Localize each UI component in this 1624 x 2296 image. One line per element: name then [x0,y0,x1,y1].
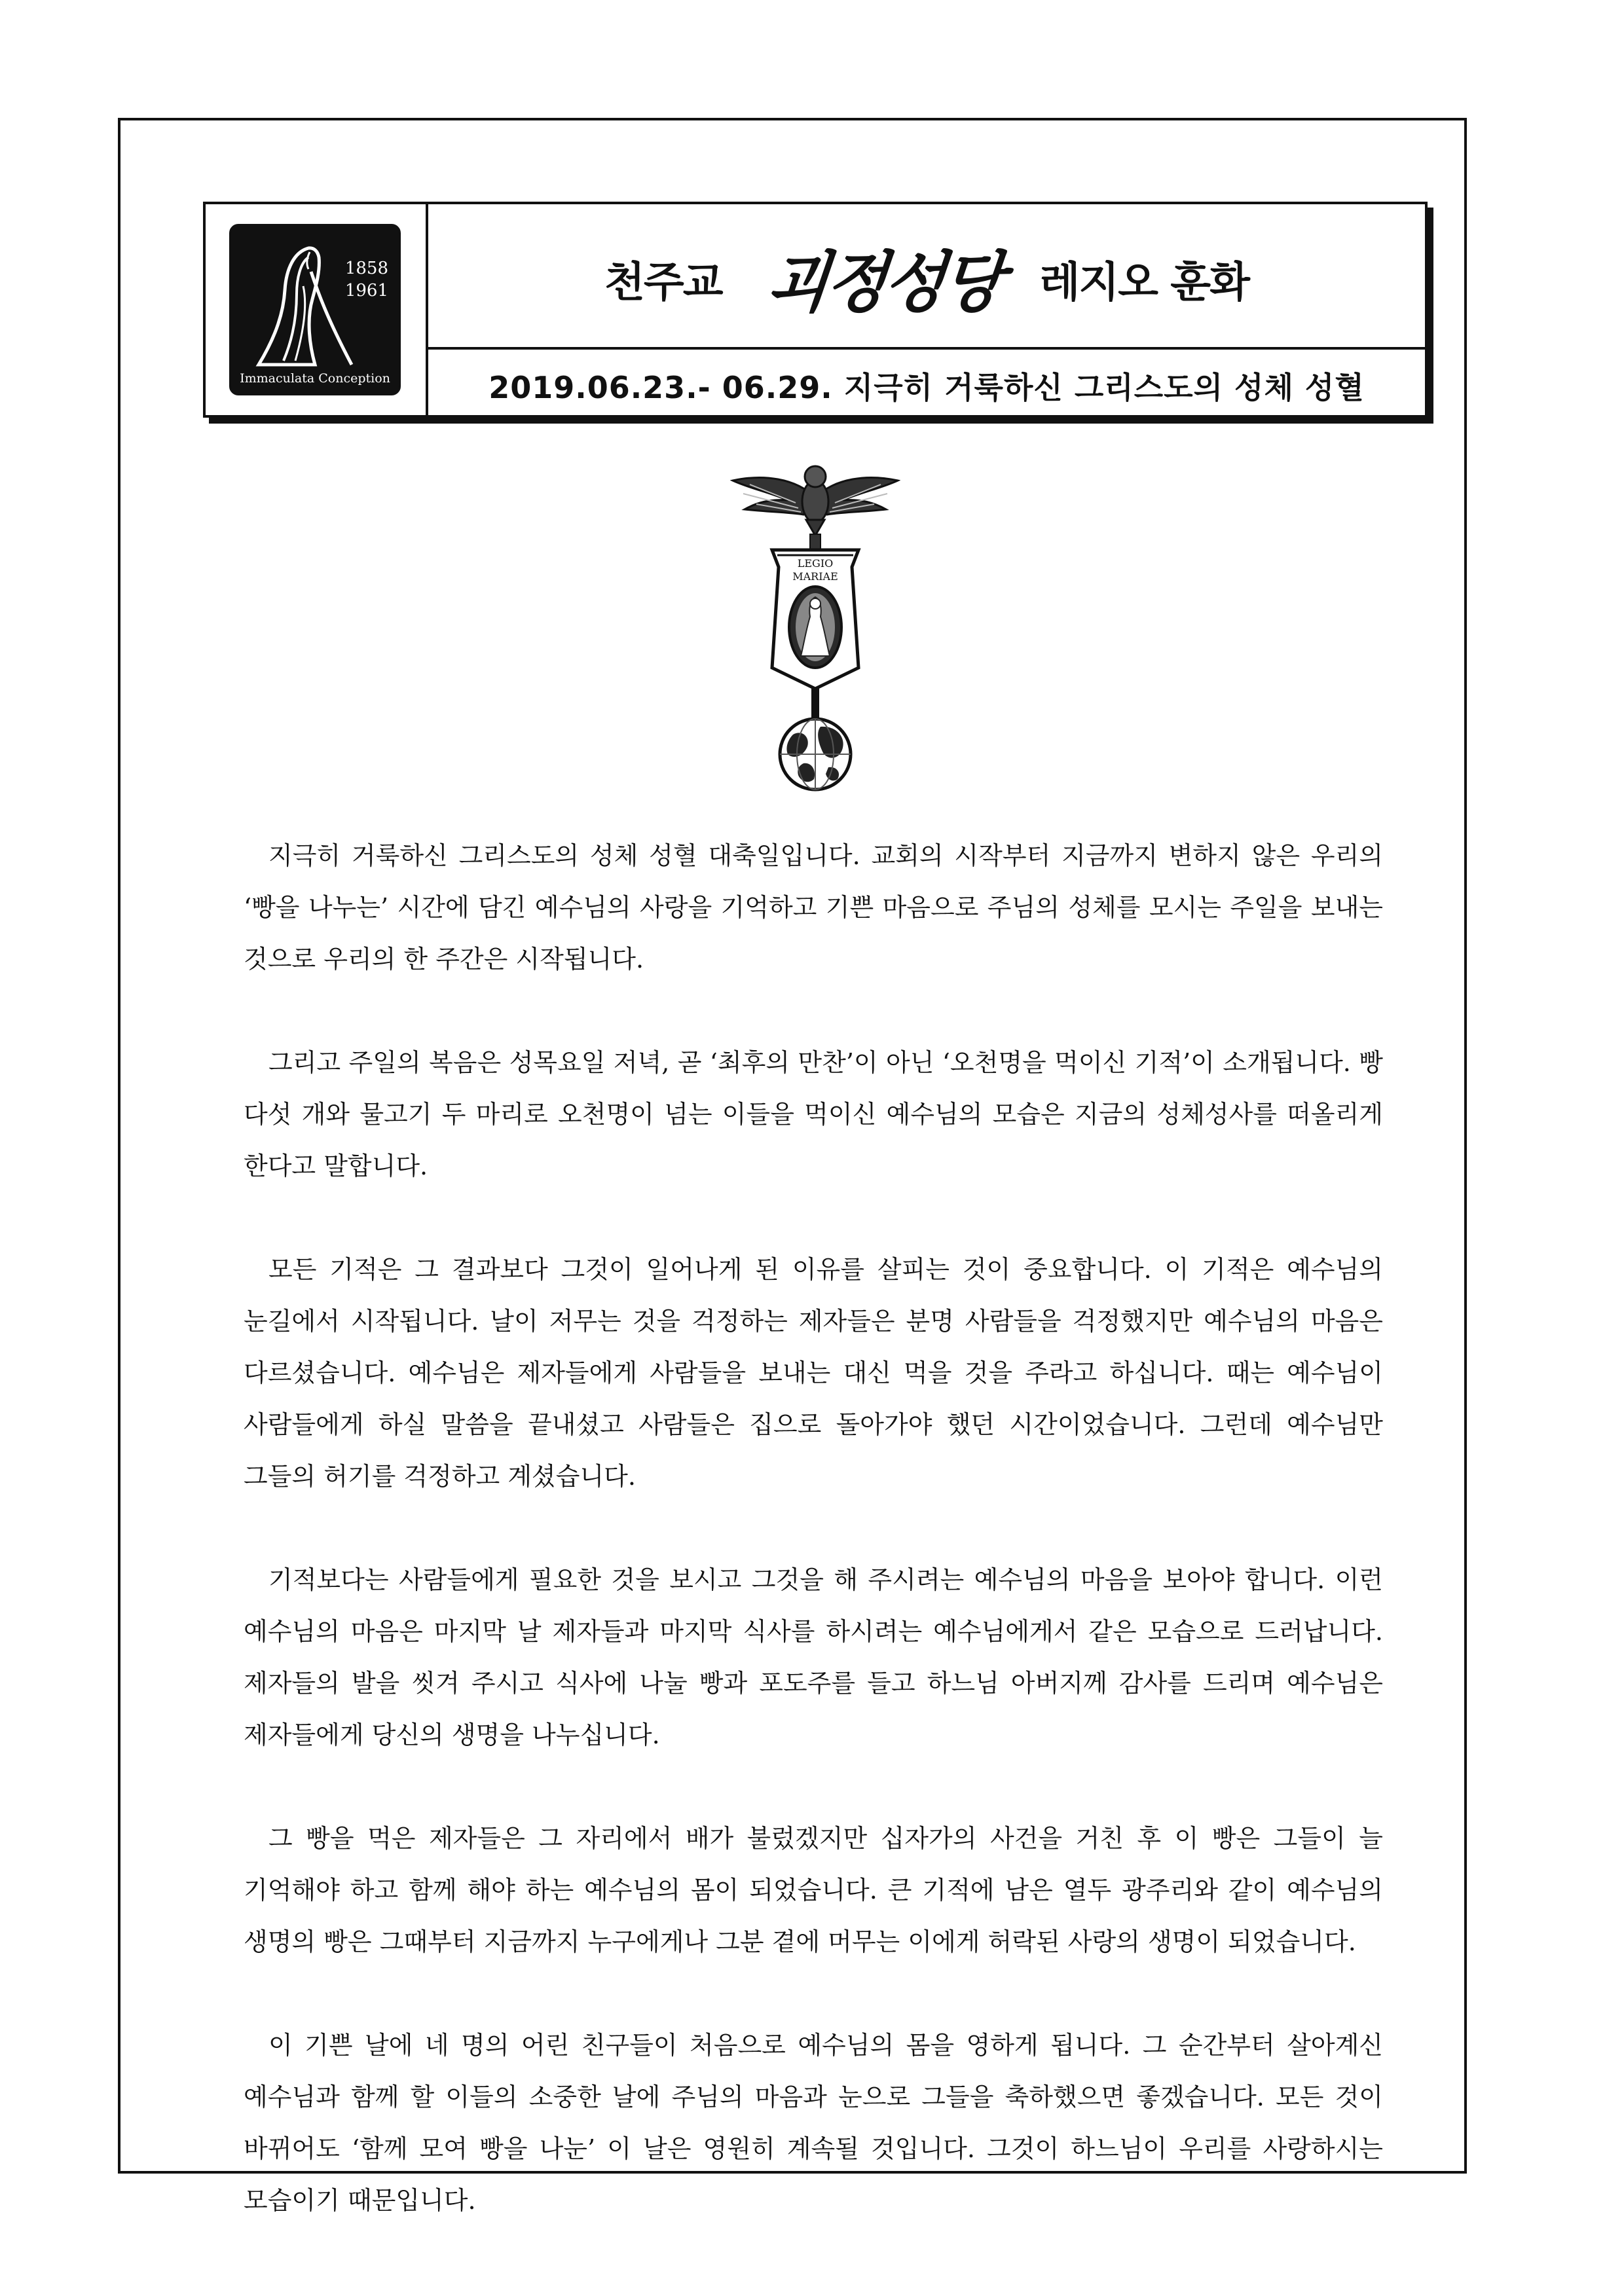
logo-year-start: 1858 [344,259,388,278]
homily-body [244,830,1383,2278]
legio-mariae-vexillum-icon [730,452,900,792]
title-row [428,204,1425,350]
paragraph-5: 그 빵을 먹은 제자들은 그 자리에서 배가 불렀겠지만 십자가의 사건을 거친 후 이 빵은 그들이 늘 기억해야 하고 함께 해야 하는 예수님의 몸이 되었습니다. 큰 기적에 남은 열두 광주리와 같이 예수님의 생명의 빵은 그때부터 지금까지 누구에게나 그분 곁에 머무는 이에게 허락된 사랑의 생명이 되었습니다. [244,1824,1383,1956]
emblem-scroll-text-2: MARIAE [792,570,838,583]
page-subtitle: 2019.06.23.- 06.29. 지극히 거룩하신 그리스도의 성체 성혈 [489,370,1365,405]
logo-year-end: 1961 [344,281,388,301]
parish-logo [229,224,401,395]
logo-cell [206,204,428,415]
church-name: 괴정성당 [764,244,1005,321]
emblem-scroll-text-1: LEGIO [797,557,834,570]
legio-mariae-emblem [730,452,900,792]
logo-caption: Immaculata Conception [240,371,390,386]
paragraph-3: 모든 기적은 그 결과보다 그것이 일어나게 된 이유를 살피는 것이 중요합니다. 이 기적은 예수님의 눈길에서 시작됩니다. 날이 저무는 것을 걱정하는 제자들은 분명 사람들을 걱정했지만 예수님의 마음은 다르셨습니다. 예수님은 제자들에게 사람들을 보내는 대신 먹을 것을 주라고 하십니다. 때는 예수님이 사람들에게 하실 말씀을 끝내셨고 사람들은 집으로 돌아가야 했던 시간이었습니다. 그런데 예수님만 그들의 허기를 걱정하고 계셨습니다. [244,1255,1383,1491]
paragraph-2: 그리고 주일의 복음은 성목요일 저녁, 곧 ‘최후의 만찬’이 아닌 ‘오천명을 먹이신 기적’이 소개됩니다. 빵 다섯 개와 물고기 두 마리로 오천명이 넘는 이들을 먹이신 예수님의 모습은 지금의 성체성사를 떠올리게 한다고 말합니다. [244,1048,1383,1180]
paragraph-1: 지극히 거룩하신 그리스도의 성체 성혈 대축일입니다. 교회의 시작부터 지금까지 변하지 않은 우리의 ‘빵을 나누는’ 시간에 담긴 예수님의 사랑을 기억하고 기쁜 마음으로 주님의 성체를 모시는 주일을 보내는 것으로 우리의 한 주간은 시작됩니다. [244,841,1383,974]
title-suffix: 레지오 훈화 [1039,259,1249,307]
header-box [203,202,1428,418]
paragraph-6: 이 기쁜 날에 네 명의 어린 친구들이 처음으로 예수님의 몸을 영하게 됩니다. 그 순간부터 살아계신 예수님과 함께 할 이들의 소중한 날에 주님의 마음과 눈으로 그들을 축하했으면 좋겠습니다. 모든 것이 바뀌어도 ‘함께 모여 빵을 나눈’ 이 날은 영원히 계속될 것입니다. 그것이 하느님이 우리를 사랑하시는 모습이기 때문입니다. [244,2031,1383,2215]
page-title [428,244,1425,321]
paragraph-4: 기적보다는 사람들에게 필요한 것을 보시고 그것을 해 주시려는 예수님의 마음을 보아야 합니다. 이런 예수님의 마음은 마지막 날 제자들과 마지막 식사를 하시려는 예수님에게서 같은 모습으로 드러납니다. 제자들의 발을 씻겨 주시고 식사에 나눌 빵과 포도주를 들고 하느님 아버지께 감사를 드리며 예수님은 제자들에게 당신의 생명을 나누십니다. [244,1565,1383,1749]
subtitle-row [428,350,1425,415]
title-prefix: 천주교 [604,259,722,307]
mary-silhouette-icon [231,226,399,393]
